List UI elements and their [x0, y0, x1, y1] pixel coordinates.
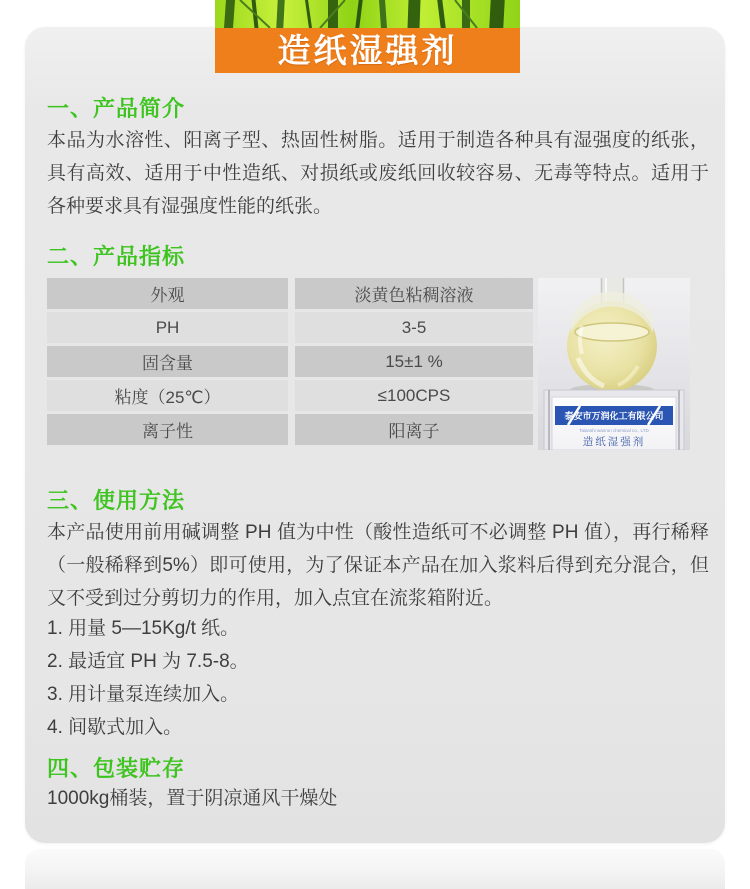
forest-header-image	[215, 0, 520, 28]
spec-label-cell: PH	[47, 312, 288, 343]
spec-value-cell: ≤100CPS	[295, 380, 533, 411]
page-title: 造纸湿强剂	[277, 32, 458, 69]
section-intro-heading: 一、产品简介	[47, 96, 186, 121]
product-photo	[538, 278, 690, 450]
usage-list-item: 4. 间歇式加入。	[47, 717, 183, 738]
section-usage-heading: 三、使用方法	[47, 488, 186, 513]
spec-table	[47, 278, 533, 445]
usage-list-item: 2. 最适宜 PH 为 7.5-8。	[47, 651, 249, 672]
label-product-name: 造纸湿强剂	[582, 436, 646, 448]
spec-label-cell: 外观	[47, 278, 288, 309]
section-packaging-heading: 四、包装贮存	[47, 756, 186, 781]
spec-value-cell: 淡黄色粘稠溶液	[295, 278, 533, 309]
spec-label-cell: 粘度（25℃）	[47, 380, 288, 411]
spec-value-cell: 3-5	[295, 312, 533, 343]
flask-illustration	[538, 278, 690, 450]
spec-label-cell: 固含量	[47, 346, 288, 377]
usage-list-item: 1. 用量 5—15Kg/t 纸。	[47, 618, 240, 639]
section-specs-heading: 二、产品指标	[47, 244, 186, 269]
usage-list-item: 3. 用计量泵连续加入。	[47, 684, 240, 705]
packaging-text: 1000kg桶装，置于阴凉通风干燥处	[47, 788, 338, 809]
intro-paragraph: 本品为水溶性、阳离子型、热固性树脂。适用于制造各种具有湿强度的纸张，具有高效、适用于中性造纸、对损纸或废纸回收较容易、无毒等特点。适用于各种要求具有湿强度性能的纸张。	[47, 130, 709, 217]
spec-value-cell: 15±1 %	[295, 346, 533, 377]
bottom-panel	[25, 849, 725, 889]
spec-label-cell: 离子性	[47, 414, 288, 445]
usage-paragraph: 本产品使用前用碱调整 PH 值为中性（酸性造纸可不必调整 PH 值），再行稀释（一般稀释到5%）即可使用，为了保证本产品在加入浆料后得到充分混合，但又不受到过分剪切力的作用，加入点宜在流浆箱附近。	[47, 522, 709, 609]
usage-list	[47, 612, 709, 744]
forest-illustration	[215, 0, 520, 28]
label-company-en: Taianshi wanrun chemical co., LTD	[579, 428, 649, 433]
label-company: 泰安市万润化工有限公司	[564, 411, 664, 421]
title-banner	[215, 28, 520, 73]
spec-value-cell: 阳离子	[295, 414, 533, 445]
